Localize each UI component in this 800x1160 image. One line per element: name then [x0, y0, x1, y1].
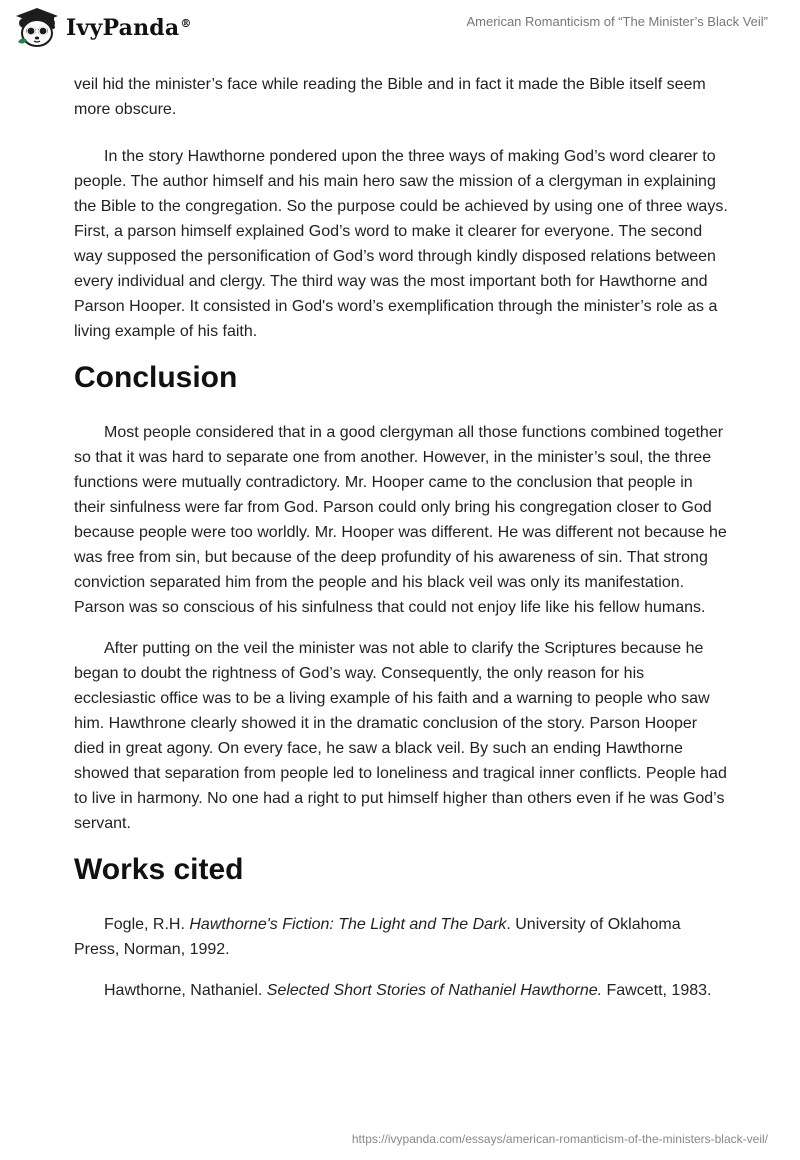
conclusion-heading: Conclusion — [74, 361, 238, 394]
citation-entry: Hawthorne, Nathaniel. Selected Short Stories of Nathaniel Hawthorne. Fawcett, 1983. — [104, 982, 712, 999]
ivypanda-logo[interactable] — [14, 6, 192, 50]
paragraph-continued: veil hid the minister’s face while reading the Bible and in fact it made the Bible itself seem more obscure. — [74, 76, 706, 118]
page-header — [0, 0, 800, 62]
panda-logo-icon — [14, 6, 60, 50]
source-url[interactable]: https://ivypanda.com/essays/american-romanticism-of-the-ministers-black-veil/ — [351, 1132, 768, 1146]
works-cited-heading: Works cited — [74, 853, 244, 886]
conclusion-paragraph-1: Most people considered that in a good clergyman all those functions combined together so that it was hard to separate one from another. However, in the minister’s soul, the three functions were mutually contradictory. Mr. Hooper came to the conclusion that people in their sinfulness were far from God. Parson could only bring his congregation closer to God because people were too worldly. Mr. Hooper was different. He was different not because he was free from sin, but because of the deep profundity of his awareness of sin. That strong conviction separated him from the people and his black veil was only its manifestation. Parson was so conscious of his sinfulness that could not enjoy life like his fellow humans. — [74, 424, 727, 616]
citation-title: Selected Short Stories of Nathaniel Hawthorne. — [266, 982, 603, 999]
brand-name: IvyPanda® — [66, 15, 192, 41]
essay-content — [74, 72, 728, 1019]
paragraph-three-ways: In the story Hawthorne pondered upon the three ways of making God’s word clearer to people. The author himself and his main hero saw the mission of a clergyman in explaining the Bible to the congregation. So the purpose could be achieved by using one of three ways. First, a parson himself explained God’s word to make it clearer for everyone. The second way supposed the personification of God’s word through kindly disposed relations between every individual and clergy. The third way was the most important both for Hawthorne and Parson Hooper. It consisted in God's word’s exemplification through the minister’s role as a living example of his faith. — [74, 148, 728, 340]
conclusion-paragraph-2: After putting on the veil the minister was not able to clarify the Scriptures because he began to doubt the rightness of God’s way. Consequently, the only reason for his ecclesiastic office was to be a living example of his faith and a warning to people who saw him. Hawthrone clearly showed it in the dramatic conclusion of the story. Parson Hooper died in great agony. On every face, he saw a black veil. By such an ending Hawthorne showed that separation from people led to loneliness and tragical inner conflicts. People had to live in harmony. No one had a right to put himself higher than others even if he was God’s servant. — [74, 640, 727, 832]
document-title: American Romanticism of “The Minister’s Black Veil” — [466, 14, 768, 29]
citation-entry: Fogle, R.H. Hawthorne's Fiction: The Light and The Dark. University of Oklahoma Press, Norman, 1992. — [74, 916, 681, 958]
citation-title: Hawthorne's Fiction: The Light and The Dark — [189, 916, 507, 933]
